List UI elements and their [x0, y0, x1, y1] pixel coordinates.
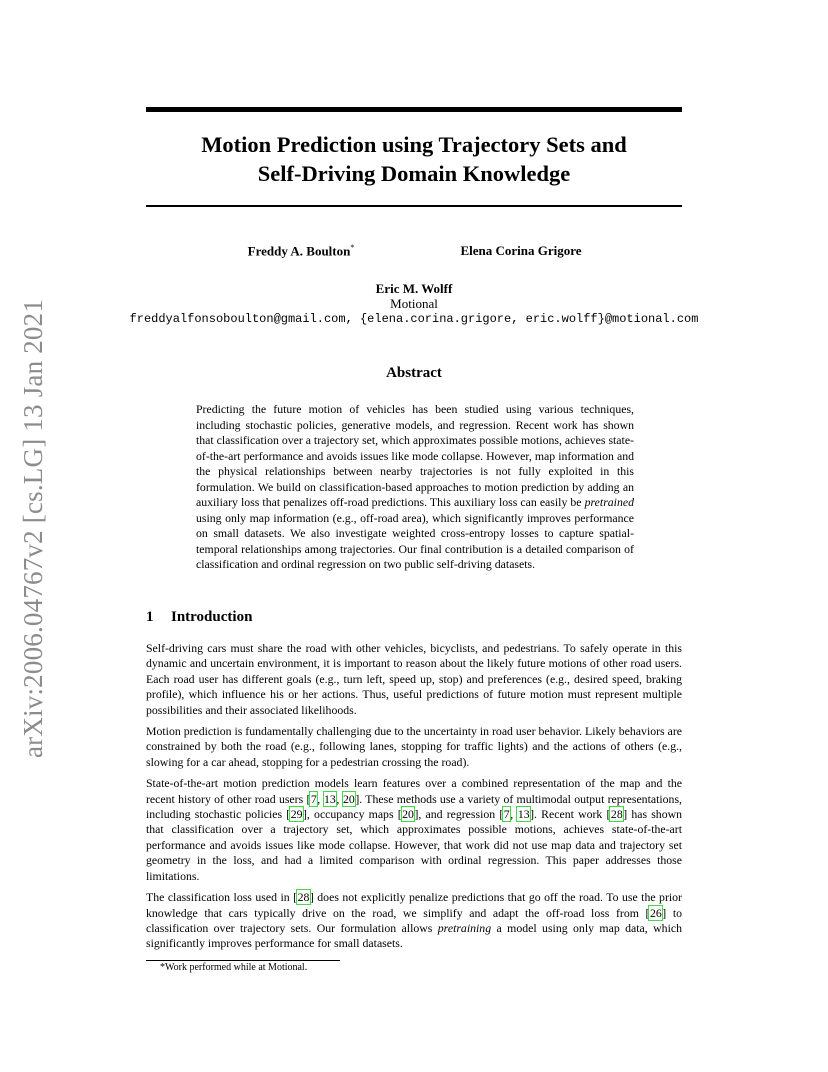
text-run: a model using only map data, which significantly improves performance for small datasets. — [146, 920, 682, 951]
text-run: ], and regression [ — [414, 807, 504, 822]
emphasis: pretraining — [437, 920, 492, 935]
author-1-name: Freddy A. Boulton — [247, 243, 351, 259]
citation-link[interactable]: 13 — [324, 791, 336, 806]
affiliation: Motional — [390, 296, 438, 311]
paragraph-2: Motion prediction is fundamentally challenging due to the uncertainty in road user behavior. Likely behaviors are constrained by both the road (e.g., following lanes, stopping for traffic lights) and the actions of others (e.g., slowing for a car ahead, stopping for a pedestrian crossing the road). — [146, 724, 682, 769]
author-2: Elena Corina Grigore — [460, 243, 582, 258]
abstract-part-2: using only map information (e.g., off-road area), which significantly improves performance on small datasets. We also investigate weighted cross-entropy losses to capture spatial-temporal relationships among trajectories. Our final contribution is a detailed comparison of classification and ordinal regression on two public self-driving datasets. — [196, 510, 634, 571]
section-number: 1 — [146, 609, 154, 625]
citation-link[interactable]: 29 — [290, 807, 303, 822]
text-run: ] does not explicitly penalize predictions that go off the road. To use the prior knowledge that cars typically drive on the road, we simplify and adapt the off-road loss from [ — [146, 890, 682, 920]
paragraph-3 — [146, 776, 682, 884]
introduction-body — [146, 641, 682, 958]
section-title: Introduction — [171, 609, 253, 625]
title-line-2: Self-Driving Domain Knowledge — [257, 161, 571, 186]
text-run: , — [336, 791, 343, 806]
text-run: The classification loss used in [ — [146, 890, 298, 905]
author-1 — [236, 243, 366, 259]
text-run: ] to classification over trajectory sets. Our formulation allows — [146, 905, 682, 935]
citation-link[interactable]: 26 — [649, 905, 662, 920]
citation-link[interactable]: 7 — [310, 791, 317, 806]
citation-link[interactable]: 20 — [402, 807, 414, 822]
text-run: ]. These methods use a variety of multimodal output representations, including stochastic policies [ — [146, 791, 682, 822]
abstract-part-1: Predicting the future motion of vehicles has been studied using various techniques, including stochastic policies, generative models, and regression. Recent work has shown that classification over a trajectory set, which approximates possible motions, achieves state-of-the-art performance and avoids issues like mode collapse. However, map information and the physical relationships between nearby trajectories is not fully exploited in this formulation. We build on classification-based approaches to motion prediction by adding an auxiliary loss that penalizes off-road predictions. This auxiliary loss can easily be — [196, 402, 634, 509]
citation-link[interactable]: 28 — [297, 890, 310, 905]
author-3: Eric M. Wolff — [375, 281, 453, 296]
paragraph-4 — [146, 890, 682, 952]
section-heading-introduction — [146, 609, 252, 626]
arxiv-identifier: arXiv:2006.04767v2 [cs.LG] 13 Jan 2021 — [18, 298, 48, 758]
citation-link[interactable]: 28 — [610, 807, 623, 822]
text-run: State-of-the-art motion prediction models learn features over a combined representation of the map and the recent history of other road users [ — [146, 776, 682, 806]
footnote: *Work performed while at Motional. — [160, 962, 308, 973]
author-1-footnote-mark: * — [350, 243, 355, 252]
text-run: , — [317, 791, 324, 806]
text-run: ] has shown that classification over a trajectory set, which approximates possible motions, achieves state-of-the-art performance and avoids issues like mode collapse. However, that work did not use map data and trajectory set geometry in the loss, and had a limited comparison with ordinal regression. This paper addresses those limitations. — [146, 807, 683, 883]
abstract-text — [196, 402, 634, 573]
title-bottom-rule — [146, 205, 682, 207]
citation-link[interactable]: 13 — [517, 807, 530, 822]
paragraph-1: Self-driving cars must share the road with other vehicles, bicyclists, and pedestrians. To safely operate in this dynamic and uncertain environment, it is important to reason about the likely future motions of other road users. Each road user has different goals (e.g., turn left, speed up, stop) and preferences (e.g., desired speed, braking profile), which influence his or her actions. Thus, useful predictions of future motion must represent multiple possibilities and their associated likelihoods. — [146, 641, 682, 717]
text-run: ]. Recent work [ — [530, 807, 611, 822]
title-line-1: Motion Prediction using Trajectory Sets and — [201, 132, 627, 157]
title-top-rule — [146, 107, 682, 112]
citation-link[interactable]: 7 — [503, 807, 510, 822]
footnote-rule — [146, 960, 340, 961]
abstract-emphasis: pretrained — [584, 495, 634, 509]
abstract-heading: Abstract — [386, 365, 442, 381]
paper-title — [146, 130, 682, 188]
text-run: , — [510, 807, 518, 822]
citation-link[interactable]: 20 — [343, 791, 355, 806]
text-run: ], occupancy maps [ — [303, 807, 402, 822]
author-emails: freddyalfonsoboulton@gmail.com, {elena.corina.grigore, eric.wolff}@motional.com — [129, 312, 699, 326]
